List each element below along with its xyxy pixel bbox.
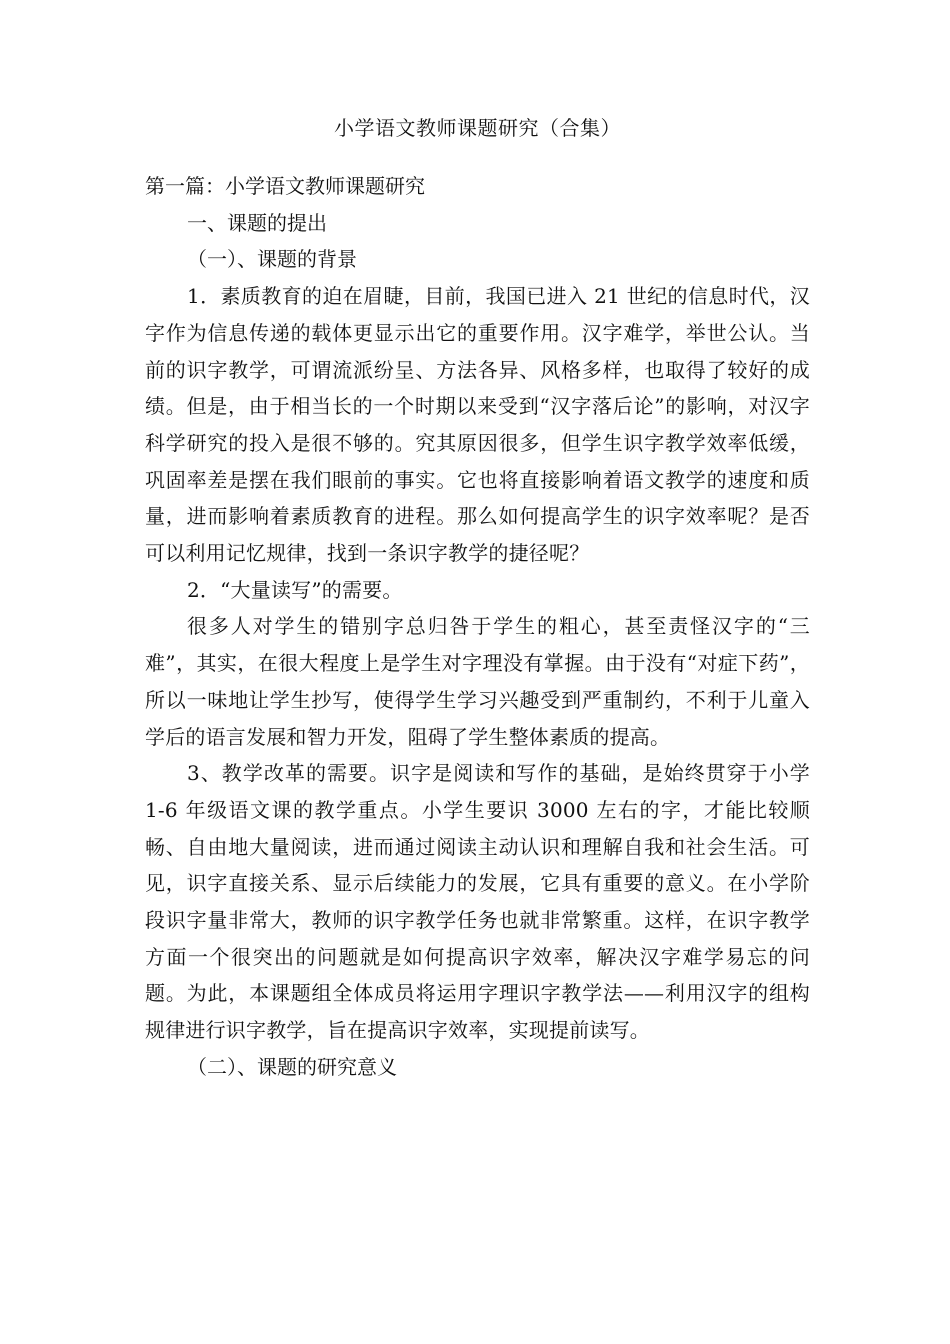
paragraph-teaching-reform: 3、教学改革的需要。识字是阅读和写作的基础，是始终贯穿于小学 1-6 年级语文课的教学重点。小学生要识 3000 左右的字，才能比较顺畅、自由地大量阅读，进而通过阅读主动认识和理解自我和社会生活。可见，识字直接关系、显示后续能力的发展，它具有重要的意义。在小学阶段识字量非常大，教师的识字教学任务也就非常繁重。这样，在识字教学方面一个很突出的问题就是如何提高识字效率，解决汉字难学易忘的问题。为此，本课题组全体成员将运用字理识字教学法——利用汉字的组构规律进行识字教学，旨在提高识字效率，实现提前读写。 [145, 761, 810, 1043]
subheading-research-significance: （二）、课题的研究意义 [187, 1054, 397, 1079]
subheading-background: （一）、课题的背景 [187, 247, 357, 272]
paragraph-quality-education: 1．素质教育的迫在眉睫，目前，我国已进入 21 世纪的信息时代，汉字作为信息传递的载体更显示出它的重要作用。汉字难学，举世公认。当前的识字教学，可谓流派纷呈、方法各异、风格多样，也取得了较好的成绩。但是，由于相当长的一个时期以来受到“汉字落后论”的影响，对汉字科学研究的投入是很不够的。究其原因很多，但学生识字教学效率低缓，巩固率差是摆在我们眼前的事实。它也将直接影响着语文教学的速度和质量，进而影响着素质教育的进程。那么如何提高学生的识字效率呢？是否可以利用记忆规律，找到一条识字教学的捷径呢？ [145, 284, 810, 566]
paragraph-wrong-characters: 很多人对学生的错别字总归咎于学生的粗心，甚至责怪汉字的“三难”，其实，在很大程度上是学生对字理没有掌握。由于没有“对症下药”，所以一味地让学生抄写，使得学生学习兴趣受到严重制约，不利于儿童入学后的语言发展和智力开发，阻碍了学生整体素质的提高。 [145, 614, 810, 749]
section-heading: 第一篇：小学语文教师课题研究 [145, 174, 425, 198]
document-title: 小学语文教师课题研究（合集） [334, 116, 621, 140]
paragraph-reading-writing-need: 2．“大量读写”的需要。 [187, 577, 403, 602]
document-page [145, 108, 810, 1086]
subheading-topic-proposal: 一、课题的提出 [187, 210, 327, 235]
